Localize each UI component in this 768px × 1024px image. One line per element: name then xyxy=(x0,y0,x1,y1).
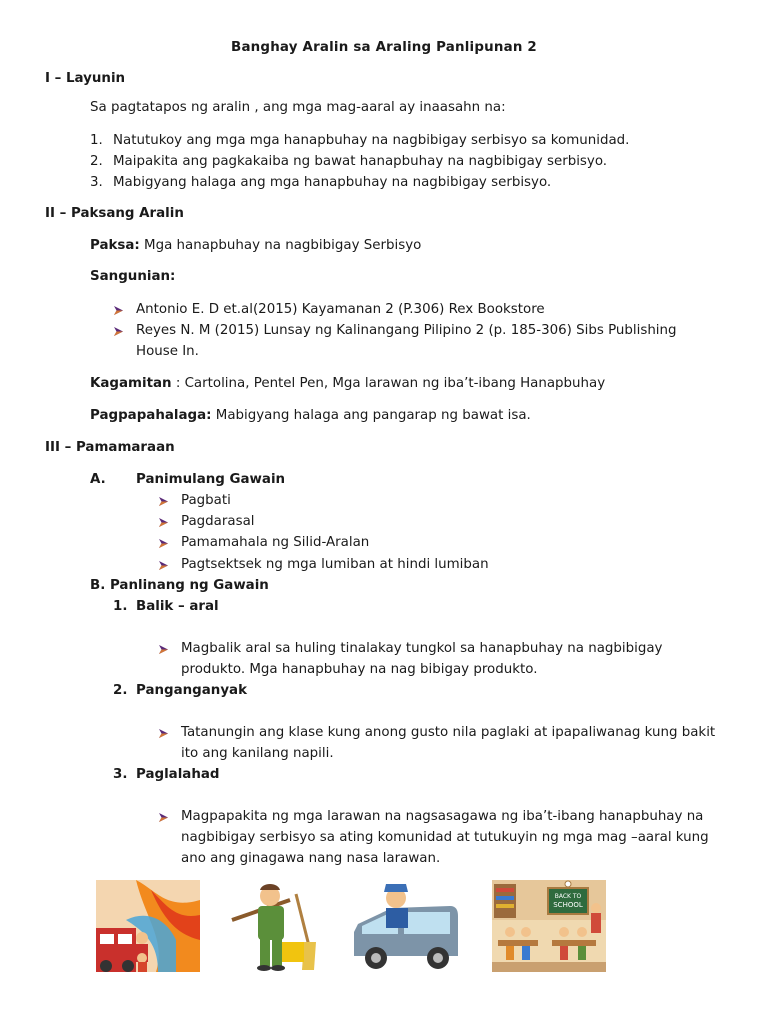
step-text: ito ang kanilang napili. xyxy=(181,746,334,761)
objective-text: Natutukoy ang mga mga hanapbuhay na nagbibigay serbisyo sa komunidad. xyxy=(113,133,630,148)
arrow-bullet-icon xyxy=(113,305,124,316)
objective-number: 1. xyxy=(90,133,103,148)
list-item: Pagbati xyxy=(181,493,231,508)
kagamitan-label: Kagamitan xyxy=(90,376,172,391)
part-b-title: B. Panlinang ng Gawain xyxy=(90,578,269,593)
step-text: produkto. Mga hanapbuhay na nag bibigay produkto. xyxy=(181,662,538,677)
step-number: 2. xyxy=(113,683,128,698)
arrow-bullet-icon xyxy=(113,326,124,337)
document-title: Banghay Aralin sa Araling Panlipunan 2 xyxy=(231,40,537,55)
step-text: Magbalik aral sa huling tinalakay tungkol sa hanapbuhay na nagbibigay xyxy=(181,641,663,656)
step-title: Paglalahad xyxy=(136,767,220,782)
janitor-image xyxy=(230,880,316,972)
step-text: Tatanungin ang klase kung anong gusto nila paglaki at ipapaliwanag kung bakit xyxy=(181,725,716,740)
svg-text:BACK TO: BACK TO xyxy=(554,893,582,900)
reference-line-continued: House In. xyxy=(136,344,199,359)
paksa-line xyxy=(90,238,421,253)
step-text: Magpapakita ng mga larawan na nagsasagawa ng iba’t-ibang hanapbuhay na xyxy=(181,809,704,824)
step-text: ano ang ginagawa nang nasa larawan. xyxy=(181,851,441,866)
objective-text: Maipakita ang pagkakaiba ng bawat hanapbuhay na nagbibigay serbisyo. xyxy=(113,154,608,169)
objectives-intro: Sa pagtatapos ng aralin , ang mga mag-aaral ay inaasahn na: xyxy=(90,100,506,115)
section-3-heading: III – Pamamaraan xyxy=(45,440,175,455)
objective-number: 3. xyxy=(90,175,103,190)
step-number: 3. xyxy=(113,767,128,782)
objective-text: Mabigyang halaga ang mga hanapbuhay na nagbibigay serbisyo. xyxy=(113,175,552,190)
arrow-bullet-icon xyxy=(158,496,169,507)
firefighter-image xyxy=(96,880,200,972)
arrow-bullet-icon xyxy=(158,644,169,655)
pagpapahalaga-value: Mabigyang halaga ang pangarap ng bawat isa. xyxy=(215,408,531,423)
list-item: Pamamahala ng Silid-Aralan xyxy=(181,535,370,550)
list-item: Pagdarasal xyxy=(181,514,255,529)
svg-text:SCHOOL: SCHOOL xyxy=(553,901,583,909)
step-number: 1. xyxy=(113,599,128,614)
classroom-teacher-image xyxy=(492,880,606,972)
arrow-bullet-icon xyxy=(158,538,169,549)
list-item: Pagtsektsek ng mga lumiban at hindi lumiban xyxy=(181,557,489,572)
pagpapahalaga-label: Pagpapahalaga: xyxy=(90,408,212,423)
arrow-bullet-icon xyxy=(158,812,169,823)
part-a-letter: A. xyxy=(90,472,106,487)
arrow-bullet-icon xyxy=(158,560,169,571)
objective-number: 2. xyxy=(90,154,103,169)
sanggunian-label: Sangunian: xyxy=(90,269,176,284)
part-a-title: Panimulang Gawain xyxy=(136,472,286,487)
paksa-value: Mga hanapbuhay na nagbibigay Serbisyo xyxy=(144,238,422,253)
arrow-bullet-icon xyxy=(158,728,169,739)
step-text: nagbibigay serbisyo sa ating komunidad at tutukuyin ng mga mag –aaral kung xyxy=(181,830,709,845)
step-title: Panganganyak xyxy=(136,683,248,698)
driver-image xyxy=(352,880,460,972)
section-2-heading: II – Paksang Aralin xyxy=(45,206,184,221)
pagpapahalaga-line xyxy=(90,408,531,423)
section-1-heading: I – Layunin xyxy=(45,71,126,86)
kagamitan-line xyxy=(90,376,605,391)
paksa-label: Paksa: xyxy=(90,238,140,253)
step-title: Balik – aral xyxy=(136,599,219,614)
arrow-bullet-icon xyxy=(158,517,169,528)
reference-line: Antonio E. D et.al(2015) Kayamanan 2 (P.306) Rex Bookstore xyxy=(136,302,545,317)
kagamitan-value: : Cartolina, Pentel Pen, Mga larawan ng iba’t-ibang Hanapbuhay xyxy=(175,376,606,391)
reference-line: Reyes N. M (2015) Lunsay ng Kalinangang Pilipino 2 (p. 185-306) Sibs Publishing xyxy=(136,323,677,338)
